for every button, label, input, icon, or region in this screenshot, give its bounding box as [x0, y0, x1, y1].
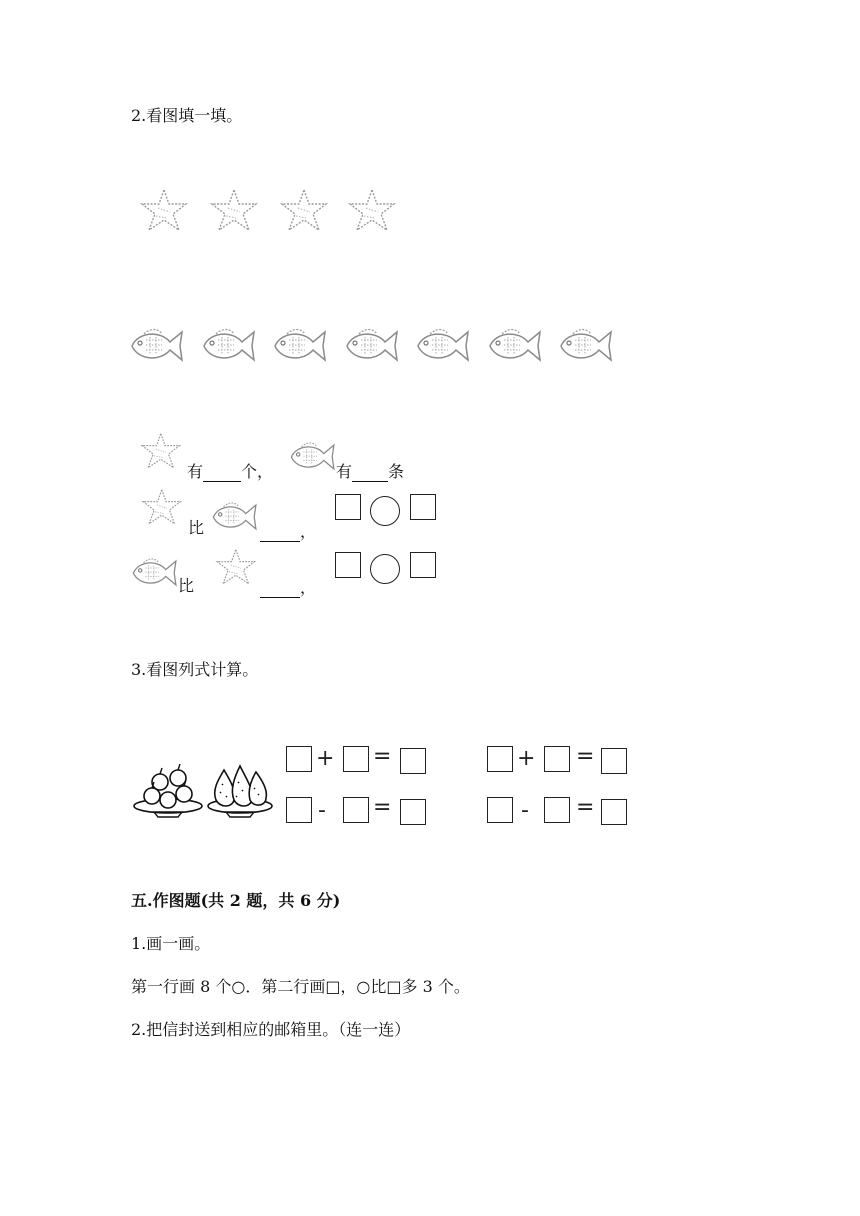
comma: ，	[300, 522, 317, 541]
starfish-icon	[344, 188, 400, 234]
answer-box[interactable]	[400, 799, 426, 825]
fish-icon	[130, 556, 180, 592]
answer-box[interactable]	[400, 748, 426, 774]
minus-sign: -	[521, 798, 529, 823]
apple-plate-icon	[132, 762, 204, 820]
have-label: 有	[336, 462, 353, 481]
fish-icon	[557, 326, 615, 366]
answer-box[interactable]	[410, 552, 436, 578]
fish-icon	[414, 326, 472, 366]
answer-box[interactable]	[487, 797, 513, 823]
answer-box[interactable]	[335, 552, 361, 578]
fill-row-2	[260, 522, 316, 542]
starfish-icon	[137, 432, 185, 472]
fish-icon	[343, 326, 401, 366]
answer-box[interactable]	[544, 746, 570, 772]
equals-sign: =	[576, 744, 595, 769]
starfish-icon	[206, 188, 262, 234]
unit-label: 个，	[241, 462, 274, 481]
pear-plate-icon	[206, 762, 274, 820]
q1-instruction: 第一行画 8 个○．第二行画□，○比□多 3 个。	[131, 977, 470, 996]
answer-box[interactable]	[343, 797, 369, 823]
q2-title: 2.看图填一填。	[131, 106, 243, 125]
answer-box[interactable]	[335, 494, 361, 520]
answer-box[interactable]	[487, 746, 513, 772]
q3-title: 3.看图列式计算。	[131, 660, 259, 679]
minus-sign: -	[318, 798, 326, 823]
q2-title: 2.把信封送到相应的邮箱里。（连一连）	[131, 1020, 411, 1039]
answer-blank[interactable]	[260, 581, 300, 598]
answer-box[interactable]	[601, 799, 627, 825]
comma: ，	[300, 578, 317, 597]
answer-blank[interactable]	[203, 465, 241, 482]
answer-box[interactable]	[343, 746, 369, 772]
answer-box[interactable]	[410, 494, 436, 520]
answer-blank[interactable]	[260, 525, 300, 542]
fish-icon	[271, 326, 329, 366]
have-label: 有	[187, 462, 204, 481]
q1-title: 1.画一画。	[131, 934, 211, 953]
starfish-icon	[138, 488, 186, 528]
starfish-icon	[212, 548, 260, 588]
symbol-circle[interactable]	[370, 496, 400, 526]
compare-word: 比	[178, 576, 195, 595]
fill-row-3	[260, 578, 316, 598]
section-heading: 五.作图题(共 2 题，共 6 分)	[131, 891, 341, 910]
equals-sign: =	[373, 744, 392, 769]
fill-row-1b	[336, 462, 404, 482]
answer-box[interactable]	[544, 797, 570, 823]
fish-icon	[128, 326, 186, 366]
fish-icon	[210, 500, 260, 536]
fish-icon	[288, 440, 338, 476]
symbol-circle[interactable]	[370, 554, 400, 584]
plus-sign: +	[517, 746, 536, 771]
equals-sign: =	[576, 795, 595, 820]
answer-box[interactable]	[601, 748, 627, 774]
starfish-icon	[276, 188, 332, 234]
compare-word: 比	[188, 518, 205, 537]
fish-icon	[200, 326, 258, 366]
unit-label: 条	[388, 462, 405, 481]
fish-icon	[486, 326, 544, 366]
starfish-icon	[136, 188, 192, 234]
equals-sign: =	[373, 795, 392, 820]
answer-box[interactable]	[286, 746, 312, 772]
fill-row-1	[187, 462, 273, 482]
plus-sign: +	[316, 746, 335, 771]
answer-box[interactable]	[286, 797, 312, 823]
answer-blank[interactable]	[352, 465, 388, 482]
